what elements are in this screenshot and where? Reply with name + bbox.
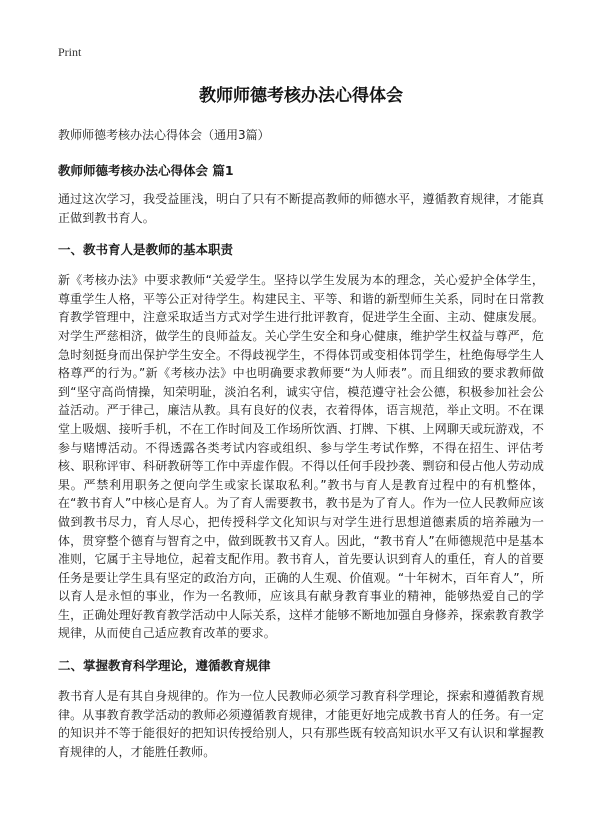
section-2-heading: 二、掌握教育科学理论，遵循教育规律 [58,658,271,674]
intro-paragraph: 通过这次学习，我受益匪浅，明白了只有不断提高教师的师德水平，遵循教育规律，才能真正做到教书育人。 [58,192,544,225]
part-title: 教师师德考核办法心得体会 篇1 [58,163,234,178]
print-link[interactable]: Print [58,45,82,59]
document-title: 教师师德考核办法心得体会 [199,86,403,106]
section-1-heading: 一、教书育人是教师的基本职责 [58,242,234,258]
section-2-body: 教书育人是有其自身规律的。作为一位人民教师必须学习教育科学理论，探索和遵循教育规律。从事教育教学活动的教师必须遵循教育规律，才能更好地完成教书育人的任务。有一定的知识并不等于能很好的把知识传授给别人，只有那些既有较高知识水平又有认识和掌握教育规律的人，才能胜任教师。 [58,689,544,759]
section-1-body: 新《考核办法》中要求教师“关爱学生。坚持以学生发展为本的理念，关心爱护全体学生，尊重学生人格，平等公正对待学生。构建民主、平等、和谐的新型师生关系，同时在日常教育教学管理中，注意采取适当方式对学生进行批评教育，促进学生全面、主动、健康发展。对学生严慈相济，做学生的良师益友。关心学生安全和身心健康，维护学生权益与尊严，危急时刻挺身而出保护学生安全。不得歧视学生，不得体罚或变相体罚学生，杜绝侮辱学生人格尊严的行为。”新《考核办法》中也明确要求教师要“为人师表”。而且细致的要求教师做到“坚守高尚情操，知荣明耻，淡泊名利，诚实守信，模范遵守社会公德，积极参加社会公益活动。严于律己，廉洁从教。具有良好的仪表，衣着得体，语言规范，举止文明。不在课堂上吸烟、接听手机，不在工作时间及工作场所饮酒、打牌、下棋、上网聊天或玩游戏，不参与赌博活动。不得透露各类考试内容或组织、参与学生考试作弊，不得在招生、评估考核、职称评审、科研教研等工作中弄虚作假。不得以任何手段抄袭、剽窃和侵占他人劳动成果。严禁利用职务之便向学生或家长谋取私利。”教书与育人是教育过程中的有机整体，在“教书育人”中核心是育人。为了育人需要教书，教书是为了育人。作为一位人民教师应该做到教书尽力，育人尽心，把传授科学文化知识与对学生进行思想道德素质的培养融为一体，贯穿整个德育与智育之中，做到既教书又育人。因此，“教书育人”在师德规范中是基本准则，它属于主导地位，起着支配作用。教书育人，首先要认识到育人的重任，育人的首要任务是要让学生具有坚定的政治方向，正确的人生观、价值观。“十年树木，百年育人”，所以育人是永恒的事业，作为一名教师，应该具有献身教育事业的精神，能够热爱自己的学生，正确处理好教育教学活动中人际关系，这样才能够不断地加强自身修养，探索教育教学规律，从而使自己适应教育改革的要求。 [58,273,544,641]
document-subtitle: 教师师德考核办法心得体会（通用3篇） [58,128,270,142]
